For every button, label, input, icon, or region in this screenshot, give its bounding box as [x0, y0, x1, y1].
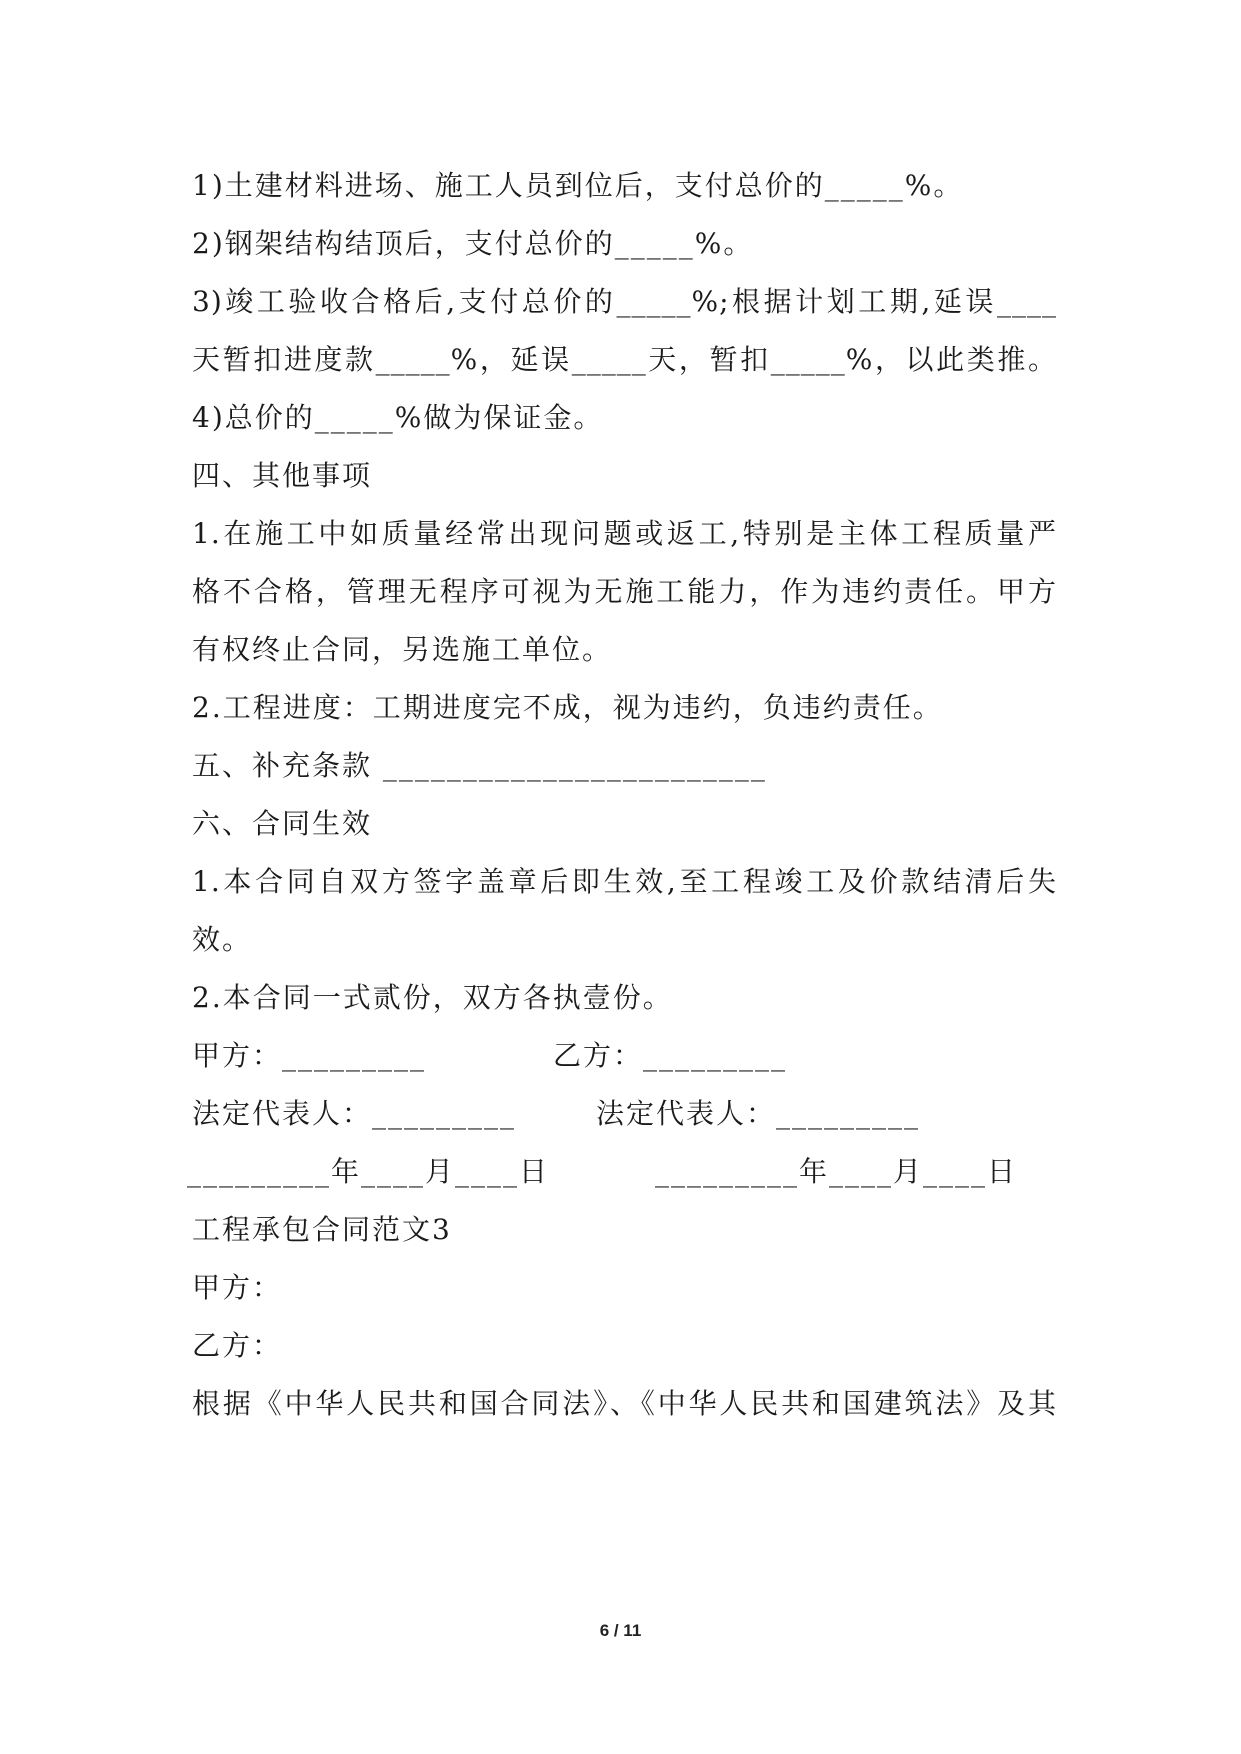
- signature-party-b: 乙方：_________: [553, 1039, 788, 1072]
- legal-rep-party-a: 法定代表人：_________: [192, 1097, 517, 1130]
- date-party-b: _________年____月____日: [655, 1155, 1018, 1188]
- party-b-label: 乙方：: [192, 1329, 283, 1362]
- payment-clause-1: 1)土建材料进场、施工人员到位后，支付总价的_____%。: [192, 169, 964, 202]
- section-heading-other-matters: 四、其他事项: [192, 459, 373, 492]
- contract-template-3-title: 工程承包合同范文3: [192, 1213, 452, 1246]
- effectiveness-item-2: 2.本合同一式贰份，双方各执壹份。: [192, 981, 673, 1014]
- other-matters-item-1-line-2: 格不合格，管理无程序可视为无施工能力，作为违约责任。甲方: [192, 575, 1057, 608]
- party-a-label: 甲方：: [192, 1271, 283, 1304]
- section-heading-supplementary: 五、补充条款 ________________________: [192, 749, 767, 782]
- date-party-a: _________年____月____日: [187, 1155, 550, 1188]
- effectiveness-item-1-line-2: 效。: [192, 923, 253, 956]
- payment-clause-4: 4)总价的_____%做为保证金。: [192, 401, 604, 434]
- other-matters-item-2: 2.工程进度：工期进度完不成，视为违约，负违约责任。: [192, 691, 943, 724]
- effectiveness-item-1-line-1: 1.本合同自双方签字盖章后即生效,至工程竣工及价款结清后失: [192, 865, 1057, 898]
- payment-clause-3-continued: 天暂扣进度款_____%，延误_____天，暂扣_____%，以此类推。: [192, 343, 1057, 376]
- payment-clause-2: 2)钢架结构结顶后，支付总价的_____%。: [192, 227, 754, 260]
- section-heading-effectiveness: 六、合同生效: [192, 807, 373, 840]
- preamble-line: 根据《中华人民共和国合同法》、《中华人民共和国建筑法》及其: [192, 1387, 1057, 1420]
- other-matters-item-1-line-3: 有权终止合同，另选施工单位。: [192, 633, 613, 666]
- payment-clause-3: 3)竣工验收合格后,支付总价的_____%;根据计划工期,延误____: [192, 285, 1057, 318]
- other-matters-item-1-line-1: 1.在施工中如质量经常出现问题或返工,特别是主体工程质量严: [192, 517, 1057, 550]
- page-number: 6 / 11: [599, 1621, 642, 1640]
- legal-rep-party-b: 法定代表人：_________: [596, 1097, 921, 1130]
- signature-party-a: 甲方：_________: [192, 1039, 427, 1072]
